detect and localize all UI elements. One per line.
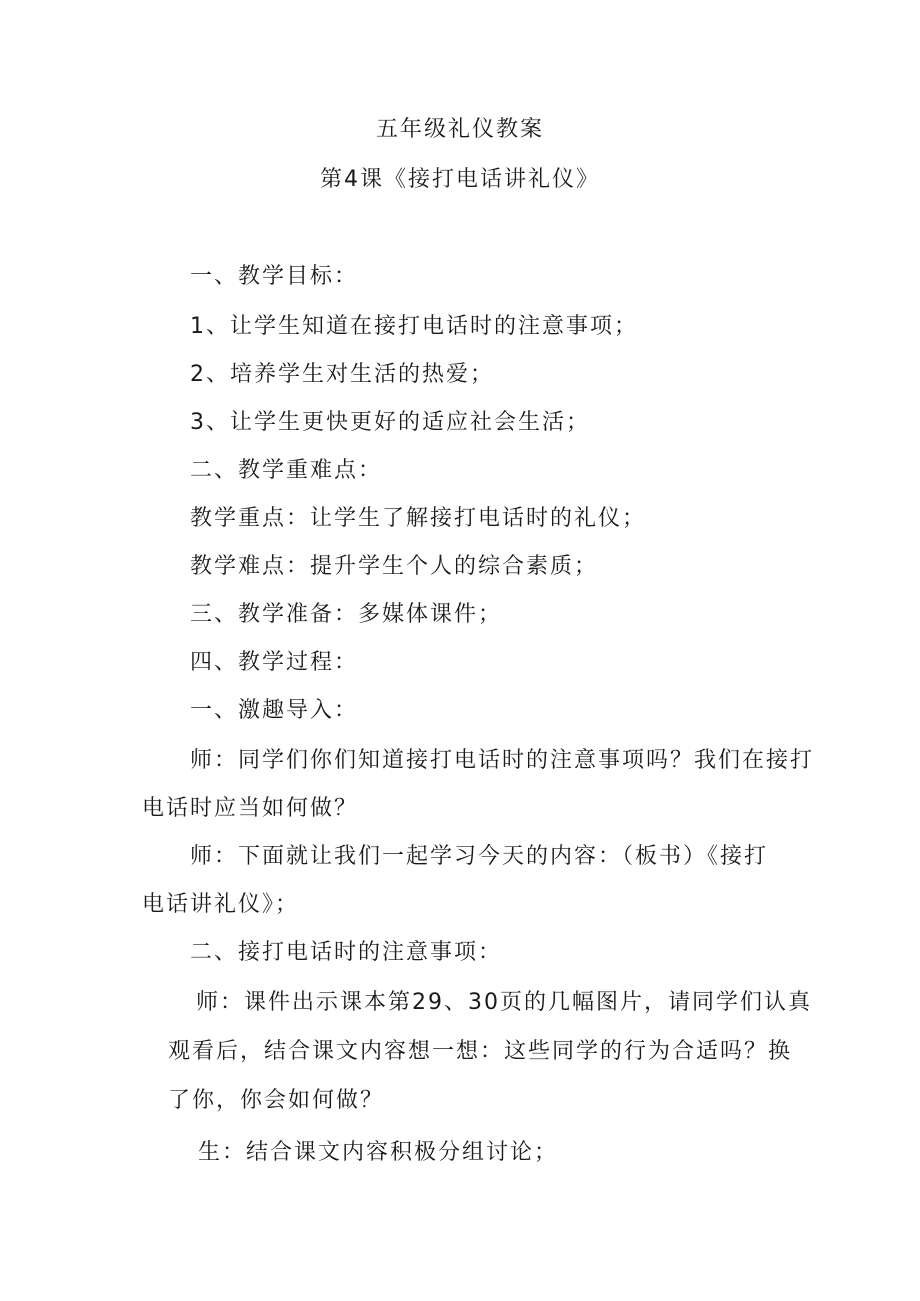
section-heading: 四、教学过程： [190, 650, 359, 675]
paragraph-line: 电话时应当如何做？ [142, 796, 359, 821]
section-heading: 一、激趣导入： [190, 698, 359, 723]
paragraph-line: 1、让学生知道在接打电话时的注意事项； [190, 314, 638, 339]
section-heading: 二、教学重难点： [190, 458, 383, 483]
section-heading: 二、接打电话时的注意事项： [190, 940, 503, 965]
paragraph-line: 3、让学生更快更好的适应社会生活； [190, 410, 590, 435]
document-title: 五年级礼仪教案 [375, 117, 544, 142]
paragraph-line: 师：下面就让我们一起学习今天的内容：（板书）《接打 [190, 844, 769, 869]
paragraph-line: 生：结合课文内容积极分组讨论； [198, 1140, 559, 1165]
section-heading: 一、教学目标： [190, 264, 359, 289]
paragraph-line: 教学难点：提升学生个人的综合素质； [190, 554, 599, 579]
lesson-title: 第4课《接打电话讲礼仪》 [320, 167, 600, 192]
paragraph-line: 师：同学们你们知道接打电话时的注意事项吗？我们在接打 [190, 748, 815, 773]
paragraph-line: 观看后，结合课文内容想一想：这些同学的行为合适吗？换 [168, 1039, 793, 1064]
paragraph-line: 电话讲礼仪》； [142, 892, 300, 917]
paragraph-line: 教学重点：让学生了解接打电话时的礼仪； [190, 506, 647, 531]
paragraph-line: 师：课件出示课本第29、30页的几幅图片，请同学们认真 [196, 990, 812, 1015]
paragraph-line: 2、培养学生对生活的热爱； [190, 362, 494, 387]
paragraph-line: 了你，你会如何做？ [168, 1088, 385, 1113]
section-heading: 三、教学准备：多媒体课件； [190, 602, 503, 627]
